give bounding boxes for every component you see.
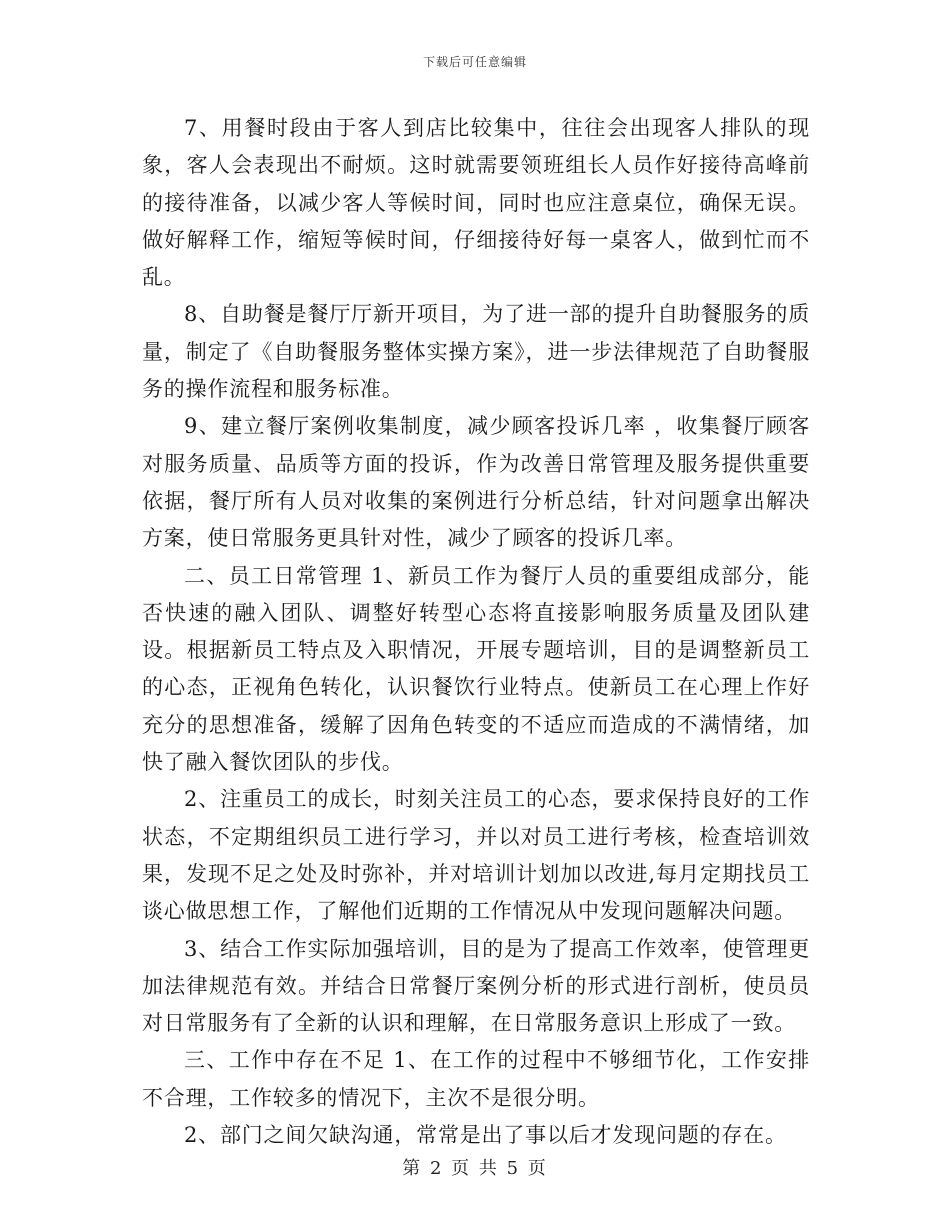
paragraph-section-3-shortcomings: 三、工作中存在不足 1、在工作的过程中不够细节化，工作安排不合理，工作较多的情况下，主次不是很分明。 (142, 1048, 810, 1110)
paragraph-item-8: 8、自助餐是餐厅厅新开项目，为了进一部的提升自助餐服务的质量，制定了《自助餐服务整体实操方案》，进一步法律规范了自助餐服务的操作流程和服务标准。 (142, 302, 810, 402)
paragraph-staff-growth: 2、注重员工的成长，时刻关注员工的心态，要求保持良好的工作状态，不定期组织员工进行学习，并以对员工进行考核，检查培训效果，发现不足之处及时弥补，并对培训计划加以改进,每月定期找员工谈心做思想工作，了解他们近期的工作情况从中发现问题解决问题。 (142, 787, 810, 924)
paragraph-communication: 2、部门之间欠缺沟通，常常是出了事以后才发现问题的存在。 (184, 1123, 787, 1148)
document-body (142, 110, 810, 1154)
paragraph-item-7: 7、用餐时段由于客人到店比较集中，往往会出现客人排队的现象，客人会表现出不耐烦。这时就需要领班组长人员作好接待高峰前的接待准备，以减少客人等候时间，同时也应注意桌位，确保无误。做好解释工作，缩短等候时间，仔细接待好每一桌客人，做到忙而不乱。 (142, 116, 810, 290)
header-note: 下载后可任意编辑 (422, 55, 527, 69)
paragraph-section-2-staff-management: 二、员工日常管理 1、新员工作为餐厅人员的重要组成部分，能否快速的融入团队、调整好转型心态将直接影响服务质量及团队建设。根据新员工特点及入职情况，开展专题培训，目的是调整新员工的心态，正视角色转化，认识餐饮行业特点。使新员工在心理上作好充分的思想准备，缓解了因角色转变的不适应而造成的不满情绪，加快了融入餐饮团队的步伐。 (142, 563, 810, 775)
page-number: 第 2 页 共 5 页 (402, 1158, 548, 1179)
paragraph-item-9: 9、建立餐厅案例收集制度，减少顾客投诉几率 ，收集餐厅顾客对服务质量、品质等方面的投诉，作为改善日常管理及服务提供重要依据，餐厅所有人员对收集的案例进行分析总结，针对问题拿出解决方案，使日常服务更具针对性，减少了顾客的投诉几率。 (142, 414, 810, 551)
paragraph-training: 3、结合工作实际加强培训，目的是为了提高工作效率，使管理更加法律规范有效。并结合日常餐厅案例分析的形式进行剖析，使员员对日常服务有了全新的认识和理解，在日常服务意识上形成了一致。 (142, 936, 810, 1036)
